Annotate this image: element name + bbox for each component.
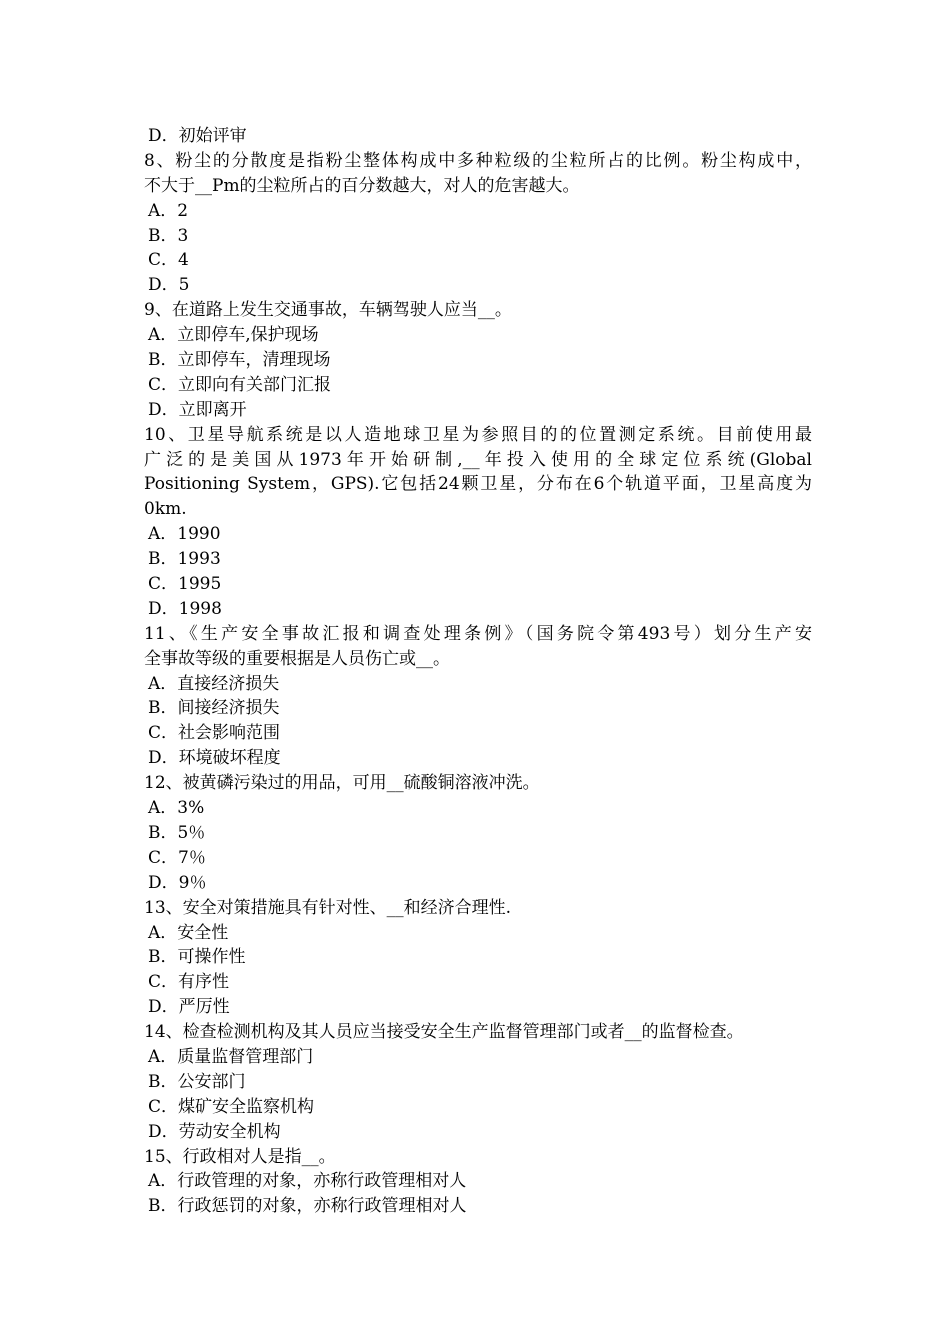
question-10-option-a: A．1990 (148, 524, 221, 545)
question-15-option-b: B．行政惩罚的对象，亦称行政管理相对人 (148, 1196, 467, 1217)
question-10-option-c: C．1995 (148, 574, 222, 595)
question-10-stem-line-4: 0km. (144, 499, 187, 520)
question-8 (144, 149, 812, 298)
question-12-option-b: B．5％ (148, 822, 206, 843)
question-11-stem-line-2: 全事故等级的重要根据是人员伤亡或__。 (144, 648, 450, 669)
document-body (144, 124, 812, 1219)
question-12-stem-line-1: 12、被黄磷污染过的用品，可用__硫酸铜溶液冲洗。 (144, 773, 540, 794)
question-15 (144, 1145, 812, 1220)
question-10-stem-line-3: Positioning System，GPS).它包括24颗卫星，分布在6个轨道平面，卫星高度为 (144, 474, 812, 495)
question-11-option-b: B．间接经济损失 (148, 698, 280, 719)
question-13-option-d: D．严厉性 (148, 997, 230, 1018)
question-10-option-d: D．1998 (148, 598, 222, 619)
question-12-option-a: A．3% (148, 798, 205, 819)
question-11-option-d: D．环境破坏程度 (148, 748, 281, 769)
question-14-option-b: B．公安部门 (148, 1071, 246, 1092)
question-9-option-d: D．立即离开 (148, 399, 247, 420)
question-13 (144, 896, 812, 1020)
question-8-stem-line-2: 不大于__Pm的尘粒所占的百分数越大，对人的危害越大。 (144, 175, 580, 196)
question-14-stem-line-1: 14、检查检测机构及其人员应当接受安全生产监督管理部门或者__的监督检查。 (144, 1022, 744, 1043)
question-15-option-a: A．行政管理的对象，亦称行政管理相对人 (148, 1171, 467, 1192)
question-10-option-b: B．1993 (148, 549, 221, 570)
question-13-option-b: B．可操作性 (148, 947, 246, 968)
question-13-stem-line-1: 13、安全对策措施具有针对性、__和经济合理性. (144, 897, 512, 918)
question-8-option-b: B．3 (148, 225, 189, 246)
question-11-option-c: C．社会影响范围 (148, 723, 281, 744)
question-9 (144, 298, 812, 422)
question-8-option-c: C．4 (148, 250, 189, 271)
question-8-stem-line-1: 8、粉尘的分散度是指粉尘整体构成中多种粒级的尘粒所占的比例。粉尘构成中， (144, 150, 812, 171)
question-12-option-d: D．9％ (148, 872, 207, 893)
question-13-option-c: C．有序性 (148, 972, 230, 993)
question-9-stem-line-1: 9、在道路上发生交通事故，车辆驾驶人应当__。 (144, 300, 512, 321)
question-9-option-b: B．立即停车，清理现场 (148, 350, 331, 371)
question-9-option-c: C．立即向有关部门汇报 (148, 374, 332, 395)
question-12-option-c: C．7％ (148, 847, 206, 868)
question-9-option-a: A．立即停车,保护现场 (148, 325, 319, 346)
question-14 (144, 1020, 812, 1144)
question-14-option-d: D．劳动安全机构 (148, 1121, 281, 1142)
lead-option: D．初始评审 (148, 126, 247, 146)
question-10 (144, 423, 812, 622)
question-14-option-c: C．煤矿安全监察机构 (148, 1096, 315, 1117)
question-14-option-a: A．质量监督管理部门 (148, 1046, 314, 1067)
question-11 (144, 622, 812, 771)
question-11-stem-line-1: 11、《生产安全事故汇报和调查处理条例》（国务院令第493号）划分生产安 (144, 623, 812, 644)
question-11-option-a: A．直接经济损失 (148, 673, 280, 694)
question-8-option-a: A．2 (148, 200, 189, 221)
question-10-stem-line-2: 广泛的是美国从1973年开始研制,__年投入使用的全球定位系统(Global (144, 449, 812, 470)
question-10-stem-line-1: 10、卫星导航系统是以人造地球卫星为参照目的的位置测定系统。目前使用最 (144, 424, 812, 445)
question-15-stem-line-1: 15、行政相对人是指__。 (144, 1146, 336, 1167)
question-13-option-a: A．安全性 (148, 922, 229, 943)
question-12 (144, 771, 812, 895)
question-8-option-d: D．5 (148, 275, 190, 296)
